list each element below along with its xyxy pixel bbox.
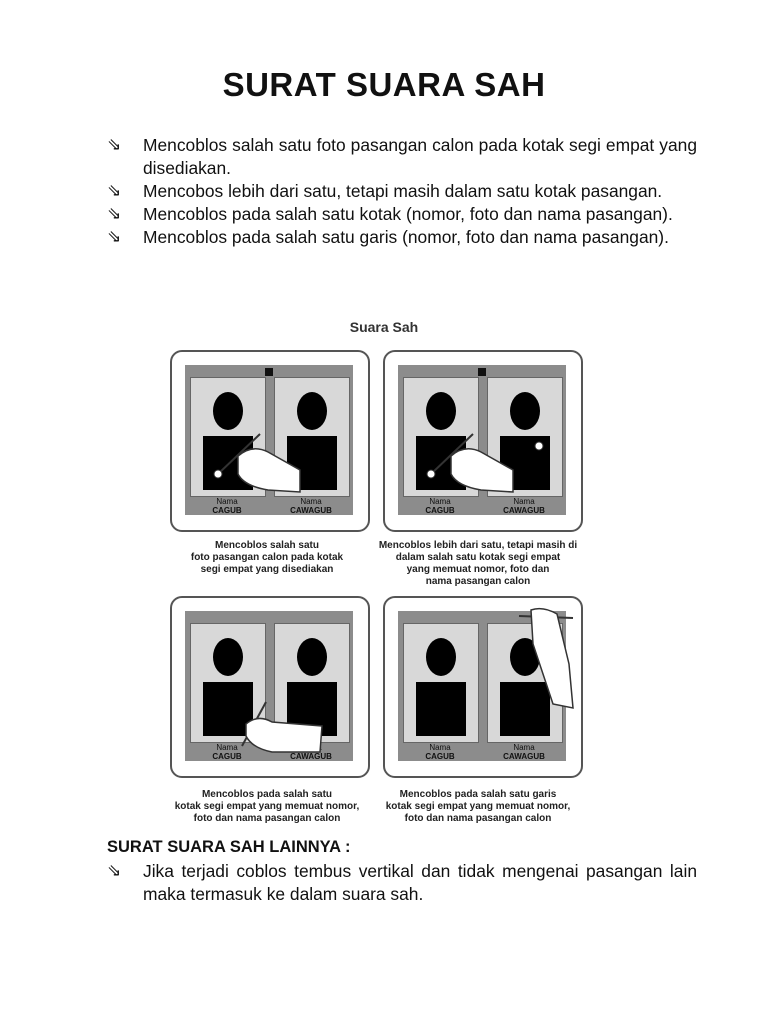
candidate-name-right: CAWAGUB — [290, 752, 332, 761]
candidate-head-silhouette — [426, 392, 456, 430]
candidate-head-silhouette — [213, 638, 243, 676]
candidate-name-left: Nama CAGUB — [212, 743, 242, 761]
illustration-caption-1: Mencoblos salah satu foto pasangan calon pada kotak segi empat yang disediakan — [190, 540, 344, 575]
ballot-illustration-4 — [383, 596, 583, 778]
valid-ballot-rules — [107, 134, 697, 249]
candidate-name-right: Nama CAWAGUB — [503, 743, 545, 761]
rule-item — [107, 134, 697, 180]
hand-with-nail-icon — [208, 426, 308, 506]
candidate-head-silhouette — [510, 392, 540, 430]
figure-title: Suara Sah — [349, 319, 419, 335]
candidate-name-right: Nama CAWAGUB — [290, 497, 332, 515]
illustration-caption-3: Mencoblos pada salah satu kotak segi empat yang memuat nomor, foto dan nama pasangan calon — [174, 789, 360, 824]
arrow-bullet-icon: ⇘ — [107, 181, 122, 201]
arrow-bullet-icon: ⇘ — [107, 204, 122, 224]
rule-item — [107, 203, 697, 226]
candidate-name-right: Nama CAWAGUB — [503, 497, 545, 515]
candidate-name-left: Nama CAGUB — [425, 743, 455, 761]
rule-item — [107, 226, 697, 249]
rule-text: Mencoblos salah satu foto pasangan calon pada kotak segi empat yang disediakan. — [143, 135, 697, 178]
hand-with-nail-icon — [232, 694, 332, 764]
candidate-box-left — [403, 623, 479, 743]
rule-item — [107, 860, 697, 906]
ballot-illustration-2 — [383, 350, 583, 532]
rule-text: Jika terjadi coblos tembus vertikal dan tidak mengenai pasangan lain maka termasuk ke dalam suara sah. — [143, 861, 697, 904]
ballot-illustration-1 — [170, 350, 370, 532]
hand-with-nail-icon — [513, 604, 579, 714]
candidate-head-silhouette — [297, 392, 327, 430]
illustration-caption-4: Mencoblos pada salah satu garis kotak segi empat yang memuat nomor, foto dan nama pasangan calon — [385, 789, 571, 824]
candidate-head-silhouette — [213, 392, 243, 430]
candidate-head-silhouette — [426, 638, 456, 676]
rule-text: Mencoblos pada salah satu kotak (nomor, foto dan nama pasangan). — [143, 204, 673, 224]
fold-marker — [265, 368, 273, 376]
fold-marker — [478, 368, 486, 376]
rule-text: Mencobos lebih dari satu, tetapi masih dalam satu kotak pasangan. — [143, 181, 663, 201]
arrow-bullet-icon: ⇘ — [107, 135, 122, 155]
other-valid-ballot-rules — [107, 860, 697, 906]
page-title: SURAT SUARA SAH — [222, 66, 546, 103]
rule-text: Mencoblos pada salah satu garis (nomor, foto dan nama pasangan). — [143, 227, 669, 247]
candidate-head-silhouette — [297, 638, 327, 676]
ballot-illustration-3 — [170, 596, 370, 778]
hand-with-nail-icon — [421, 426, 571, 506]
arrow-bullet-icon: ⇘ — [107, 227, 122, 247]
candidate-name-left: Nama CAGUB — [212, 497, 242, 515]
rule-item — [107, 180, 697, 203]
candidate-body-silhouette — [416, 682, 466, 736]
candidate-name-left: Nama CAGUB — [425, 497, 455, 515]
illustration-caption-2: Mencoblos lebih dari satu, tetapi masih di dalam salah satu kotak segi empat yang memuat nomor, foto dan nama pasangan calon — [378, 540, 578, 587]
section-heading: SURAT SUARA SAH LAINNYA : — [107, 838, 351, 856]
arrow-bullet-icon: ⇘ — [107, 861, 122, 881]
